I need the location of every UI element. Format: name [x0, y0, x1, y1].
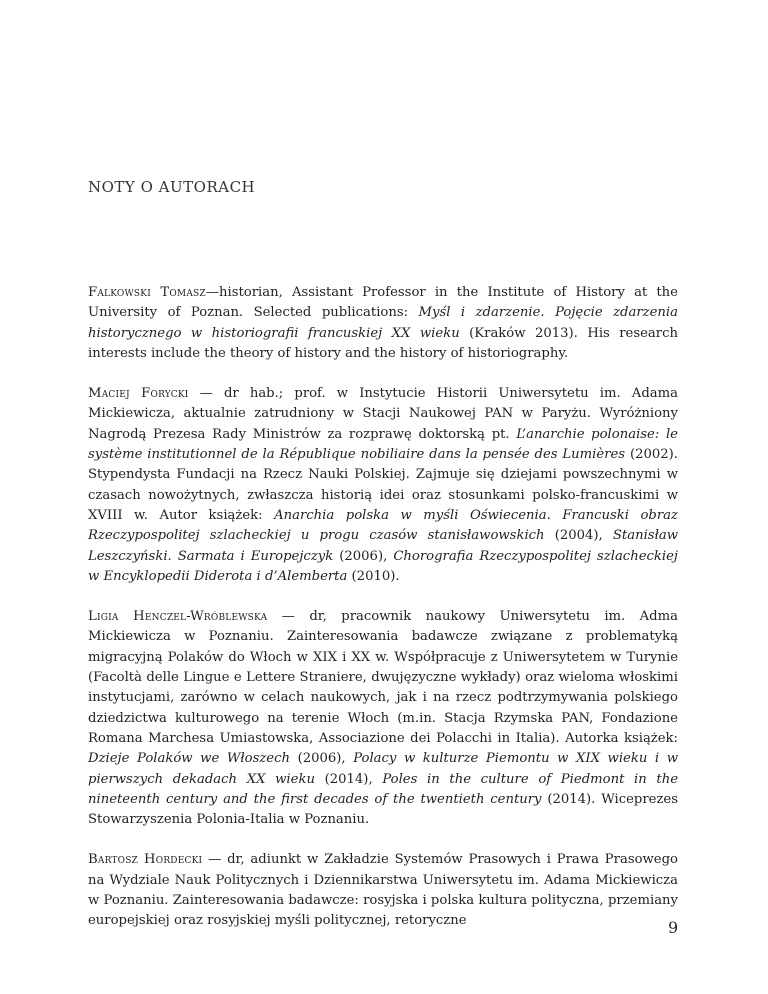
- publication-title: Poles in the culture of Piedmont in the nineteenth century and the first decades of the twentieth century: [88, 771, 679, 807]
- bio-text: — dr hab.; prof. w Instytucie Historii Uniwersytetu im. Adama Mickiewicza, aktualnie zatrudniony w Stacji Naukowej PAN w Paryżu. Wyróżniony Nagrodą Prezesa Rady Ministrów za rozprawę doktorską pt.: [88, 386, 678, 442]
- bio-text: (2014). Wiceprezes Stowarzyszenia Polonia-Italia w Poznaniu.: [88, 791, 678, 828]
- author-entry: [88, 283, 678, 364]
- bio-text: (2006),: [333, 548, 394, 564]
- publication-title: L’anarchie polonaise: le système institutionnel de la République nobiliaire dans la pensée des Lumières: [88, 426, 678, 463]
- author-name: Bartosz Hordecki: [88, 852, 203, 868]
- author-entry: [88, 607, 678, 830]
- author-name: Maciej Forycki: [88, 386, 189, 402]
- bio-text: (2006),: [290, 751, 354, 767]
- publication-title: Polacy w kulturze Piemontu w XIX wieku i w pierwszych dekadach XX wieku: [88, 751, 678, 787]
- page-number: 9: [668, 918, 679, 937]
- bio-text: (2004),: [544, 528, 613, 544]
- author-entry: [88, 384, 678, 587]
- publication-title: Stanisław Leszczyński. Sarmata i Europejczyk: [88, 528, 678, 564]
- bio-text: (2002). Stypendysta Fundacji na Rzecz Nauki Polskiej. Zajmuje się dziejami powszechnymi w czasach nowożytnych, zwłaszcza historią idei oraz stosunkami polsko-francuskimi w XVIII w. Autor książek:: [88, 447, 678, 523]
- publication-title: Myśl i zdarzenie. Pojęcie zdarzenia historycznego w historiografii francuskiej XX wieku: [88, 305, 678, 341]
- bio-text: — dr, pracownik naukowy Uniwersytetu im. Adma Mickiewicza w Poznaniu. Zainteresowania badawcze związane z problematyką migracyjną Polaków do Włoch w XIX i XX w. Współpracuje z Uniwersytetem w Turynie (Facoltà delle Lingue e Lettere Straniere, dwujęzyczne wykłady) oraz wieloma włoskimi instytucjami, zarówno w celach naukowych, jak i na rzecz podtrzymywania polskiego dziedzictwa kulturowego na terenie Włoch (m.in. Stacja Rzymska PAN, Fondazione Romana Marchesa Umiastowska, Associazione dei Polacchi in Italia). Autorka książek:: [88, 609, 678, 746]
- author-name: Falkowski Tomasz: [88, 285, 206, 300]
- bio-text: (Kraków 2013). His research interests include the theory of history and the history of historiography.: [88, 325, 678, 361]
- author-name: Ligia Henczel-Wróblewska: [88, 609, 268, 625]
- bio-text: — dr, adiunkt w Zakładzie Systemów Prasowych i Prawa Prasowego na Wydziale Nauk Politycznych i Dziennikarstwa Uniwersytetu im. Adama Mickiewicza w Poznaniu. Zainteresowania badawcze: rosyjska i polska kultura polityczna, przemiany europejskiej oraz rosyjskiej myśli politycznej, retoryczne: [88, 852, 678, 929]
- bio-text: —historian, Assistant Professor in the Institute of History at the University of Poznan. Selected publications:: [88, 285, 678, 321]
- author-notes: [88, 283, 678, 952]
- bio-text: (2014),: [314, 771, 383, 787]
- publication-title: Anarchia polska w myśli Oświecenia. Francuski obraz Rzeczypospolitej szlacheckiej u progu czasów stanisławowskich: [88, 507, 678, 544]
- section-title: NOTY O AUTORACH: [88, 178, 256, 196]
- bio-text: (2010).: [347, 568, 400, 584]
- publication-title: Dzieje Polaków we Włoszech: [88, 751, 290, 767]
- publication-title: Chorografia Rzeczypospolitej szlacheckiej w Encyklopedii Diderota i d’Alemberta: [88, 548, 678, 584]
- author-entry: [88, 850, 678, 931]
